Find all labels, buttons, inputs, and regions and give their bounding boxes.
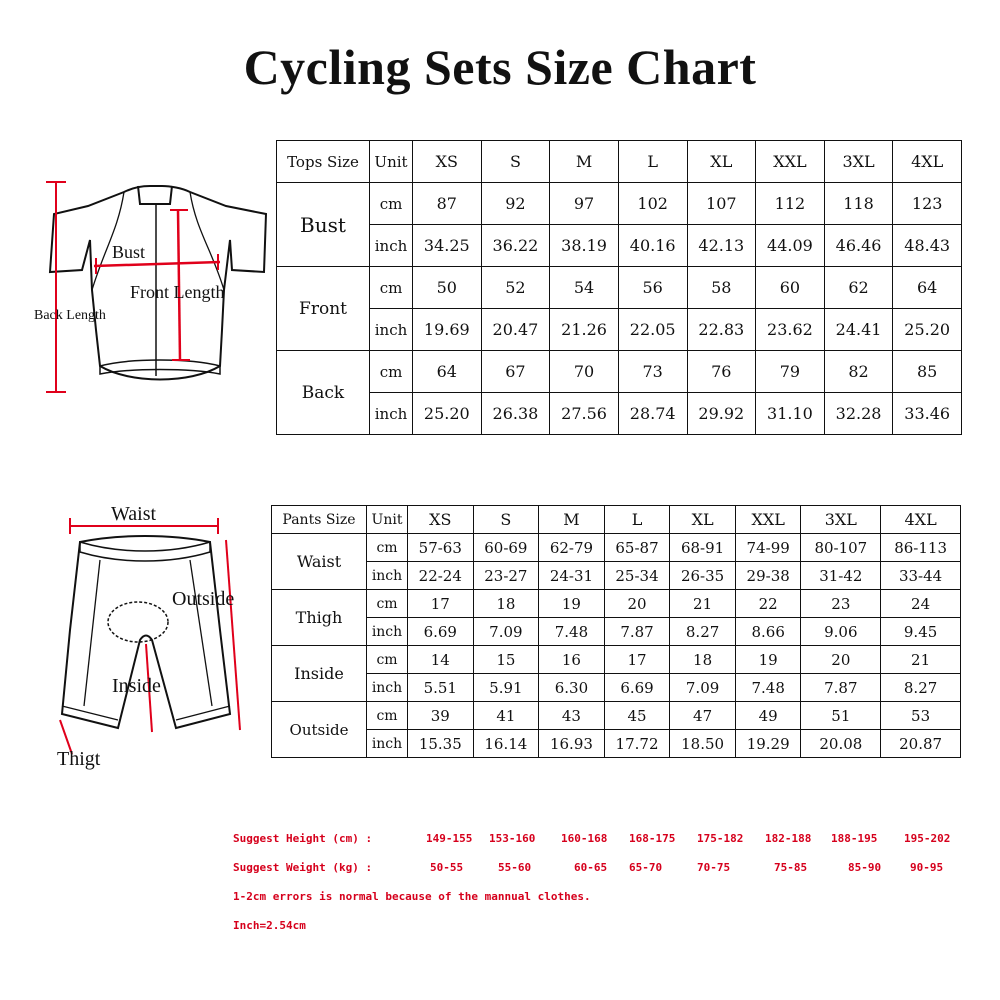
- value-cell: 60-69: [473, 534, 539, 562]
- value-cell: 24.41: [824, 309, 893, 351]
- value-cell: 16.14: [473, 730, 539, 758]
- unit-cell: cm: [367, 646, 408, 674]
- value-cell: 85: [893, 351, 962, 393]
- value-cell: 50: [413, 267, 482, 309]
- value-cell: 18: [670, 646, 736, 674]
- value-cell: 21: [881, 646, 961, 674]
- unit-cell: inch: [367, 618, 408, 646]
- value-cell: 64: [893, 267, 962, 309]
- unit-cell: inch: [367, 562, 408, 590]
- value-cell: 62: [824, 267, 893, 309]
- value-cell: 20: [604, 590, 670, 618]
- value-cell: 34.25: [413, 225, 482, 267]
- suggest-height-value: 153-160: [489, 832, 536, 845]
- unit-header: Unit: [367, 506, 408, 534]
- suggest-height-value: 188-195: [831, 832, 878, 845]
- value-cell: 107: [687, 183, 756, 225]
- value-cell: 46.46: [824, 225, 893, 267]
- value-cell: 43: [539, 702, 605, 730]
- value-cell: 7.09: [670, 674, 736, 702]
- shorts-diagram: [40, 510, 270, 770]
- size-header: XL: [687, 141, 756, 183]
- table-row: [272, 562, 961, 590]
- value-cell: 23.62: [756, 309, 825, 351]
- value-cell: 6.30: [539, 674, 605, 702]
- value-cell: 27.56: [550, 393, 619, 435]
- value-cell: 19.29: [735, 730, 801, 758]
- size-header: L: [618, 141, 687, 183]
- value-cell: 118: [824, 183, 893, 225]
- measure-name: Thigh: [272, 590, 367, 646]
- value-cell: 51: [801, 702, 881, 730]
- value-cell: 112: [756, 183, 825, 225]
- value-cell: 20.08: [801, 730, 881, 758]
- value-cell: 65-87: [604, 534, 670, 562]
- pants-header-row: [272, 506, 961, 534]
- size-header: L: [604, 506, 670, 534]
- size-header: M: [550, 141, 619, 183]
- suggest-weight-label: Suggest Weight (kg) :: [233, 861, 373, 874]
- tops-size-header: Tops Size: [277, 141, 370, 183]
- value-cell: 57-63: [408, 534, 474, 562]
- unit-cell: cm: [367, 534, 408, 562]
- value-cell: 29.92: [687, 393, 756, 435]
- table-row: [277, 351, 962, 393]
- value-cell: 41: [473, 702, 539, 730]
- size-header: 4XL: [881, 506, 961, 534]
- tops-header-row: [277, 141, 962, 183]
- value-cell: 15.35: [408, 730, 474, 758]
- suggest-height-value: 160-168: [561, 832, 608, 845]
- value-cell: 79: [756, 351, 825, 393]
- value-cell: 54: [550, 267, 619, 309]
- unit-cell: cm: [367, 590, 408, 618]
- value-cell: 19: [539, 590, 605, 618]
- table-row: [272, 702, 961, 730]
- suggest-height-value: 168-175: [629, 832, 676, 845]
- value-cell: 62-79: [539, 534, 605, 562]
- value-cell: 20.87: [881, 730, 961, 758]
- value-cell: 70: [550, 351, 619, 393]
- suggest-weight-value: 55-60: [498, 861, 532, 874]
- value-cell: 48.43: [893, 225, 962, 267]
- measure-name: Outside: [272, 702, 367, 758]
- unit-cell: inch: [367, 730, 408, 758]
- value-cell: 42.13: [687, 225, 756, 267]
- value-cell: 33-44: [881, 562, 961, 590]
- value-cell: 7.87: [801, 674, 881, 702]
- table-row: [272, 646, 961, 674]
- value-cell: 8.27: [881, 674, 961, 702]
- pants-size-header: Pants Size: [272, 506, 367, 534]
- value-cell: 6.69: [408, 618, 474, 646]
- value-cell: 29-38: [735, 562, 801, 590]
- waist-label: Waist: [111, 503, 157, 525]
- size-header: 4XL: [893, 141, 962, 183]
- table-row: [277, 267, 962, 309]
- value-cell: 23-27: [473, 562, 539, 590]
- suggest-height-value: 195-202: [904, 832, 951, 845]
- value-cell: 32.28: [824, 393, 893, 435]
- measure-name: Front: [277, 267, 370, 351]
- measure-name: Waist: [272, 534, 367, 590]
- unit-header: Unit: [370, 141, 413, 183]
- value-cell: 9.06: [801, 618, 881, 646]
- value-cell: 19: [735, 646, 801, 674]
- value-cell: 25.20: [413, 393, 482, 435]
- value-cell: 17: [408, 590, 474, 618]
- inside-label: Inside: [112, 675, 161, 697]
- table-row: [277, 393, 962, 435]
- table-row: [272, 618, 961, 646]
- value-cell: 31-42: [801, 562, 881, 590]
- suggest-weight-value: 60-65: [574, 861, 608, 874]
- value-cell: 60: [756, 267, 825, 309]
- size-header: XXL: [756, 141, 825, 183]
- table-row: [277, 183, 962, 225]
- value-cell: 82: [824, 351, 893, 393]
- value-cell: 5.91: [473, 674, 539, 702]
- thigh-label: Thigt: [57, 748, 101, 770]
- value-cell: 25-34: [604, 562, 670, 590]
- value-cell: 25.20: [893, 309, 962, 351]
- front-length-label: Front Length: [130, 282, 225, 302]
- suggest-height-value: 182-188: [765, 832, 812, 845]
- size-header: 3XL: [801, 506, 881, 534]
- unit-cell: inch: [370, 393, 413, 435]
- unit-cell: inch: [370, 309, 413, 351]
- error-note: 1-2cm errors is normal because of the mannual clothes.: [233, 890, 591, 903]
- table-row: [272, 730, 961, 758]
- suggest-weight-value: 75-85: [774, 861, 808, 874]
- value-cell: 87: [413, 183, 482, 225]
- value-cell: 22.83: [687, 309, 756, 351]
- suggest-weight-value: 50-55: [430, 861, 464, 874]
- suggest-weight-value: 65-70: [629, 861, 663, 874]
- value-cell: 9.45: [881, 618, 961, 646]
- value-cell: 20: [801, 646, 881, 674]
- value-cell: 23: [801, 590, 881, 618]
- page-title: Cycling Sets Size Chart: [243, 39, 757, 95]
- bust-label: Bust: [112, 242, 146, 262]
- unit-cell: cm: [370, 183, 413, 225]
- value-cell: 47: [670, 702, 736, 730]
- value-cell: 58: [687, 267, 756, 309]
- suggest-weight-value: 70-75: [697, 861, 731, 874]
- value-cell: 97: [550, 183, 619, 225]
- value-cell: 16.93: [539, 730, 605, 758]
- size-header: XXL: [735, 506, 801, 534]
- value-cell: 7.48: [539, 618, 605, 646]
- suggest-weight-value: 90-95: [910, 861, 944, 874]
- value-cell: 22: [735, 590, 801, 618]
- size-header: XS: [408, 506, 474, 534]
- value-cell: 26.38: [481, 393, 550, 435]
- value-cell: 49: [735, 702, 801, 730]
- value-cell: 73: [618, 351, 687, 393]
- value-cell: 20.47: [481, 309, 550, 351]
- unit-cell: cm: [370, 351, 413, 393]
- value-cell: 18.50: [670, 730, 736, 758]
- table-row: [272, 590, 961, 618]
- measure-name: Bust: [277, 183, 370, 267]
- unit-cell: inch: [370, 225, 413, 267]
- value-cell: 56: [618, 267, 687, 309]
- value-cell: 17: [604, 646, 670, 674]
- size-header: 3XL: [824, 141, 893, 183]
- value-cell: 53: [881, 702, 961, 730]
- value-cell: 36.22: [481, 225, 550, 267]
- value-cell: 7.87: [604, 618, 670, 646]
- value-cell: 86-113: [881, 534, 961, 562]
- suggest-height-value: 149-155: [426, 832, 473, 845]
- value-cell: 8.27: [670, 618, 736, 646]
- value-cell: 24-31: [539, 562, 605, 590]
- table-row: [277, 309, 962, 351]
- value-cell: 6.69: [604, 674, 670, 702]
- value-cell: 123: [893, 183, 962, 225]
- tops-size-table: [276, 140, 962, 435]
- size-header: XL: [670, 506, 736, 534]
- value-cell: 14: [408, 646, 474, 674]
- value-cell: 16: [539, 646, 605, 674]
- value-cell: 28.74: [618, 393, 687, 435]
- value-cell: 18: [473, 590, 539, 618]
- value-cell: 40.16: [618, 225, 687, 267]
- value-cell: 44.09: [756, 225, 825, 267]
- value-cell: 21: [670, 590, 736, 618]
- value-cell: 45: [604, 702, 670, 730]
- value-cell: 22.05: [618, 309, 687, 351]
- value-cell: 102: [618, 183, 687, 225]
- value-cell: 22-24: [408, 562, 474, 590]
- outside-label: Outside: [172, 588, 235, 610]
- shorts-outline: [62, 536, 230, 728]
- unit-cell: cm: [370, 267, 413, 309]
- value-cell: 74-99: [735, 534, 801, 562]
- value-cell: 39: [408, 702, 474, 730]
- value-cell: 21.26: [550, 309, 619, 351]
- unit-cell: cm: [367, 702, 408, 730]
- value-cell: 31.10: [756, 393, 825, 435]
- value-cell: 64: [413, 351, 482, 393]
- size-header: S: [473, 506, 539, 534]
- value-cell: 17.72: [604, 730, 670, 758]
- inch-conversion-note: Inch=2.54cm: [233, 919, 306, 932]
- value-cell: 68-91: [670, 534, 736, 562]
- back-length-label: Back Length: [34, 308, 106, 323]
- value-cell: 15: [473, 646, 539, 674]
- table-row: [272, 674, 961, 702]
- value-cell: 8.66: [735, 618, 801, 646]
- value-cell: 7.48: [735, 674, 801, 702]
- table-row: [277, 225, 962, 267]
- unit-cell: inch: [367, 674, 408, 702]
- suggest-height-value: 175-182: [697, 832, 744, 845]
- value-cell: 19.69: [413, 309, 482, 351]
- size-header: M: [539, 506, 605, 534]
- value-cell: 76: [687, 351, 756, 393]
- measure-name: Back: [277, 351, 370, 435]
- value-cell: 33.46: [893, 393, 962, 435]
- value-cell: 92: [481, 183, 550, 225]
- measure-name: Inside: [272, 646, 367, 702]
- value-cell: 24: [881, 590, 961, 618]
- pants-size-table: [271, 505, 961, 758]
- value-cell: 67: [481, 351, 550, 393]
- value-cell: 5.51: [408, 674, 474, 702]
- table-row: [272, 534, 961, 562]
- value-cell: 52: [481, 267, 550, 309]
- size-header: S: [481, 141, 550, 183]
- value-cell: 38.19: [550, 225, 619, 267]
- size-header: XS: [413, 141, 482, 183]
- value-cell: 7.09: [473, 618, 539, 646]
- value-cell: 80-107: [801, 534, 881, 562]
- suggest-height-label: Suggest Height (cm) :: [233, 832, 373, 845]
- value-cell: 26-35: [670, 562, 736, 590]
- suggest-weight-value: 85-90: [848, 861, 882, 874]
